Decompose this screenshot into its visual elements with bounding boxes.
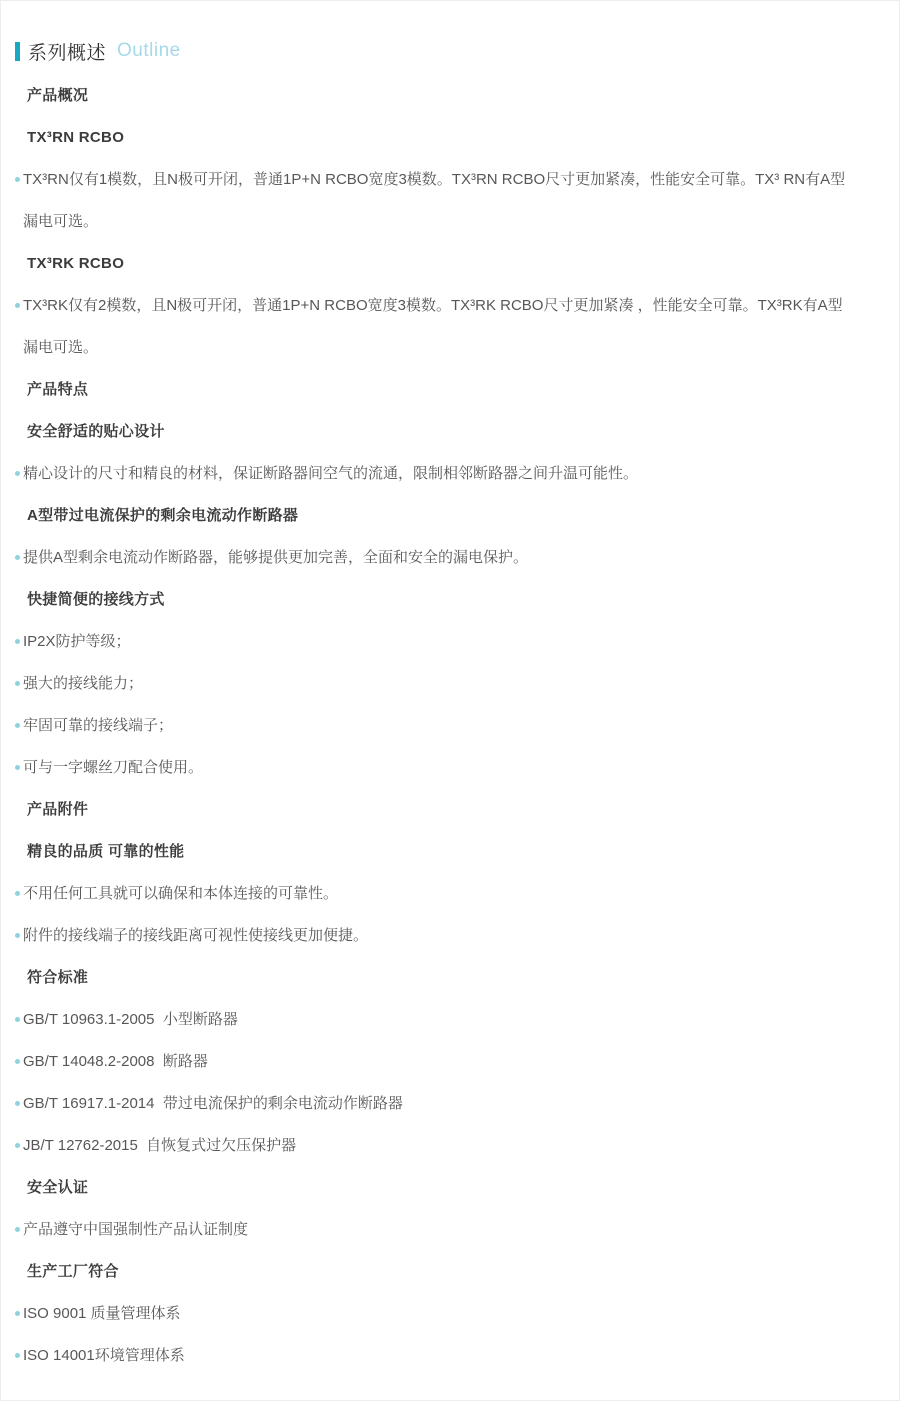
section-heading: 符合标准	[27, 969, 89, 986]
bullet-dot-icon	[15, 1143, 20, 1148]
page-title	[15, 39, 899, 63]
document-page	[1, 1, 899, 1377]
section-heading: 快捷简便的接线方式	[27, 591, 165, 608]
section-heading: TX³RK RCBO	[27, 255, 125, 272]
title-accent-bar-icon	[15, 42, 20, 61]
bullet-dot-icon	[15, 1017, 20, 1022]
bullet-dot-icon	[15, 1311, 20, 1316]
bullet-text: IP2X防护等级；	[23, 633, 131, 650]
bullet-dot-icon	[15, 681, 20, 686]
section-heading: 产品概况	[27, 87, 89, 104]
bullet-item	[1, 1209, 899, 1251]
bullet-dot-icon	[15, 1353, 20, 1358]
bullet-dot-icon	[15, 1227, 20, 1232]
bullet-item	[1, 663, 899, 705]
page-title-zh: 系列概述	[28, 42, 107, 64]
bullet-item	[1, 999, 899, 1041]
bullet-text: GB/T 10963.1-2005 小型断路器	[23, 1011, 238, 1028]
bullet-text: 不用任何工具就可以确保和本体连接的可靠性。	[23, 885, 339, 902]
bullet-text: ISO 14001环境管理体系	[23, 1347, 185, 1364]
bullet-dot-icon	[15, 555, 20, 560]
bullet-item	[1, 873, 899, 915]
bullet-dot-icon	[15, 177, 20, 182]
bullet-text: TX³RN仅有1模数，且N极可开闭，普通1P+N RCBO宽度3模数。TX³RN RCBO尺寸更加紧凑，性能安全可靠。TX³ RN有A型漏电可选。	[23, 171, 846, 230]
page-title-en: Outline	[117, 40, 181, 61]
bullet-item	[1, 1293, 899, 1335]
bullet-item	[1, 1335, 899, 1377]
bullet-item	[1, 915, 899, 957]
bullet-dot-icon	[15, 639, 20, 644]
bullet-text: GB/T 14048.2-2008 断路器	[23, 1053, 208, 1070]
bullet-dot-icon	[15, 891, 20, 896]
bullet-text: GB/T 16917.1-2014 带过电流保护的剩余电流动作断路器	[23, 1095, 403, 1112]
bullet-item	[1, 159, 899, 243]
bullet-text: ISO 9001 质量管理体系	[23, 1305, 181, 1322]
bullet-text: 产品遵守中国强制性产品认证制度	[23, 1221, 249, 1238]
bullet-dot-icon	[15, 303, 20, 308]
bullet-text: JB/T 12762-2015 自恢复式过欠压保护器	[23, 1137, 297, 1154]
bullet-text: 附件的接线端子的接线距离可视性使接线更加便捷。	[23, 927, 369, 944]
section-heading: 精良的品质 可靠的性能	[27, 843, 185, 860]
bullet-item	[1, 1083, 899, 1125]
bullet-dot-icon	[15, 471, 20, 476]
bullet-text: 可与一字螺丝刀配合使用。	[23, 759, 204, 776]
bullet-item	[1, 1041, 899, 1083]
section-heading: 安全认证	[27, 1179, 89, 1196]
section-heading: 产品附件	[27, 801, 89, 818]
bullet-dot-icon	[15, 765, 20, 770]
bullet-dot-icon	[15, 1059, 20, 1064]
content-blocks	[1, 75, 899, 1377]
bullet-dot-icon	[15, 933, 20, 938]
section-heading: A型带过电流保护的剩余电流动作断路器	[27, 507, 299, 524]
bullet-text: 提供A型剩余电流动作断路器，能够提供更加完善，全面和安全的漏电保护。	[23, 549, 529, 566]
bullet-item	[1, 537, 899, 579]
bullet-item	[1, 621, 899, 663]
section-heading: 安全舒适的贴心设计	[27, 423, 165, 440]
bullet-text: 精心设计的尺寸和精良的材料，保证断路器间空气的流通，限制相邻断路器之间升温可能性。	[23, 465, 639, 482]
section-heading: 生产工厂符合	[27, 1263, 119, 1280]
bullet-text: 强大的接线能力；	[23, 675, 144, 692]
bullet-text: TX³RK仅有2模数，且N极可开闭，普通1P+N RCBO宽度3模数。TX³RK RCBO尺寸更加紧凑 ，性能安全可靠。TX³RK有A型漏电可选。	[23, 297, 843, 356]
bullet-item	[1, 453, 899, 495]
bullet-item	[1, 285, 899, 369]
section-heading: TX³RN RCBO	[27, 129, 125, 146]
bullet-item	[1, 1125, 899, 1167]
bullet-item	[1, 705, 899, 747]
section-heading: 产品特点	[27, 381, 89, 398]
bullet-item	[1, 747, 899, 789]
bullet-text: 牢固可靠的接线端子；	[23, 717, 174, 734]
bullet-dot-icon	[15, 1101, 20, 1106]
bullet-dot-icon	[15, 723, 20, 728]
